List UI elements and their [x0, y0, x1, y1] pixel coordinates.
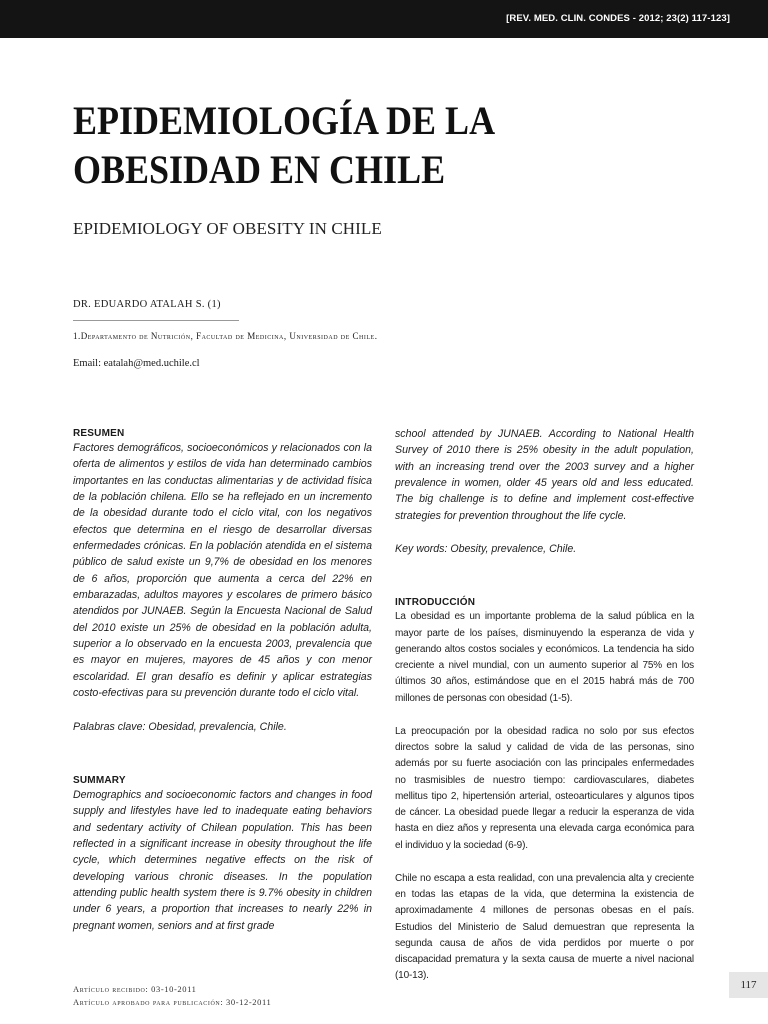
resumen-keywords: Palabras clave: Obesidad, prevalencia, Chile.: [73, 720, 287, 733]
article-title-line-2: OBESIDAD EN CHILE: [73, 147, 446, 192]
introduccion-heading: INTRODUCCIÓN: [395, 597, 476, 609]
author-email[interactable]: Email: eatalah@med.uchile.cl: [73, 358, 200, 369]
journal-reference: [REV. MED. CLIN. CONDES - 2012; 23(2) 117-123]: [506, 13, 730, 24]
summary-heading: SUMMARY: [73, 774, 126, 786]
resumen-heading: RESUMEN: [73, 428, 125, 439]
summary-text-end: school attended by JUNAEB. According to National Health Survey of 2010 there is 25% obesity in the adult population, with an increasing trend over the 2003 survey and a higher prevalence in women, older 45 years old and less educated. The big challenge is to define and implement cost-effective strategies for prevention throughout the life cycle.: [395, 428, 694, 522]
author-affiliation: 1.Departamento de Nutrición, Facultad de Medicina, Universidad de Chile.: [73, 331, 378, 341]
left-column: [73, 428, 372, 934]
article-title-line-1: EPIDEMIOLOGÍA DE LA: [73, 98, 496, 143]
summary-keywords: Key words: Obesity, prevalence, Chile.: [395, 543, 577, 556]
introduccion-paragraph-3: Chile no escapa a esta realidad, con una prevalencia alta y creciente en todas las etapas de la vida, que determina la existencia de aproximadamente 4 millones de personas obesas en el país. Estudios del Ministerio de Salud demuestran que representa la segunda causa de años de vida perdidos por muerte o por discapacidad prematura y la sexta causa de muerte a nivel nacional (10-13).: [395, 872, 694, 982]
resumen-text: Factores demográficos, socioeconómicos y relacionados con la oferta de alimentos y estilos de vida han determinado cambios importantes en las conductas alimentarias y de actividad física de la población chilena. Ello se ha reflejado en un incremento de la obesidad durante todo el ciclo vital, con los negativos efectos que determina en el riesgo de desarrollar diversas enfermedades crónicas. En la población atendida en el sistema público de salud existe un 9,7% de obesidad en los menores de 6 años, proporción que aumenta a cerca del 22% en embarazadas, adultos mayores y escolares de primero básico atendidos por JUNAEB. Según la Encuesta Nacional de Salud del 2010 existe un 25% de obesidad en la población adulta, superior a lo observado en la encuesta 2003, prevalencia que es mayor en mujeres, mayores de 45 años y con menor escolaridad. El gran desafío es definir y aplicar estrategias costo-efectivas para su prevención durante todo el ciclo vital.: [73, 442, 372, 700]
article-subtitle: EPIDEMIOLOGY OF OBESITY IN CHILE: [73, 219, 382, 238]
author-name: DR. EDUARDO ATALAH S. (1): [73, 299, 221, 310]
article-title: [73, 96, 631, 194]
right-column: [395, 426, 694, 985]
author-divider: [73, 320, 239, 321]
page-number: 117: [729, 972, 768, 998]
summary-text-start: Demographics and socioeconomic factors and changes in food supply and lifestyles have led to inadequate eating behaviors and sedentary activity of Chilean population. This has been reflected in a significant increase in obesity throughout the life cycle, which determines negative effects on the risk of developing various chronic diseases. In the population attending public health system there is 9.7% obesity in children under 6 years, a proportion that increases to nearly 22% in pregnant women, seniors and at first grade: [73, 788, 372, 932]
journal-header-bar: [0, 0, 768, 38]
introduccion-paragraph-2: La preocupación por la obesidad radica no solo por sus efectos directos sobre la salud y calidad de vida de las personas, sino además por su fuerte asociación con las principales enfermedades no trasmisibles de nuestro tiempo: cardiovasculares, diabetes mellitus tipo 2, hipertensión arterial, osteoarticulares y algunos tipos de cáncer. La obesidad puede llegar a reducir la esperanza de vida hasta en diez años y representa una elevada carga económica para el individuo y la sociedad (6-9).: [395, 725, 694, 851]
introduccion-paragraph-1: La obesidad es un importante problema de la salud pública en la mayor parte de los países, disminuyendo la esperanza de vida y generando altos costos sociales y económicos. La tendencia ha sido creciente a nivel mundial, con un aumento superior al 75% en los últimos 30 años, estimándose que en el 2015 habrá más de 700 millones de personas con obesidad (1-5).: [395, 611, 694, 704]
received-date: Artículo recibido: 03-10-2011: [73, 984, 197, 994]
article-dates: [73, 983, 271, 1009]
approved-date: Artículo aprobado para publicación: 30-12-2011: [73, 997, 272, 1007]
